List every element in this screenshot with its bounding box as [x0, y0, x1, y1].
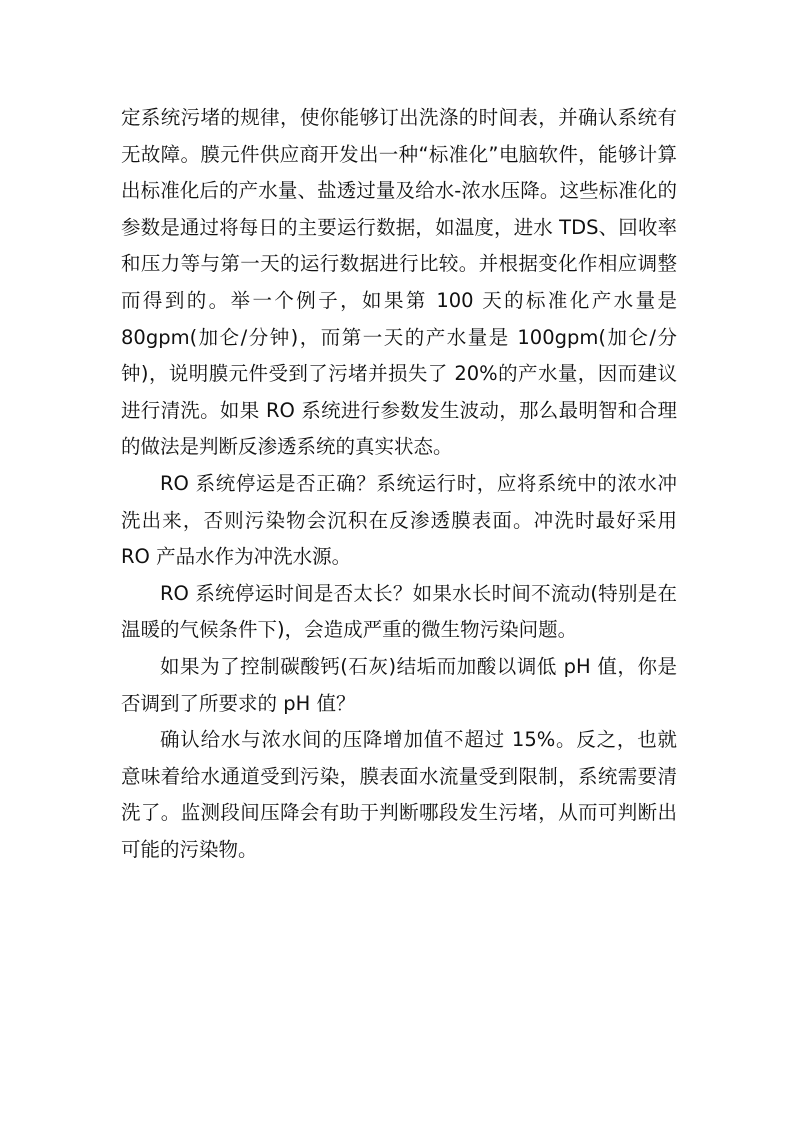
paragraph-pressure-drop: 确认给水与浓水间的压降增加值不超过 15%。反之，也就意味着给水通道受到污染，膜表面水流量受到限制，系统需要清洗了。监测段间压降会有助于判断哪段发生污堵，从而可判断出可能的污染物。	[121, 728, 677, 861]
document-body	[121, 100, 677, 868]
paragraph-ro-idle-time: RO 系统停运时间是否太长？如果水长时间不流动(特别是在温暖的气候条件下)，会造成严重的微生物污染问题。	[121, 581, 677, 642]
paragraph-ph-adjustment: 如果为了控制碳酸钙(石灰)结垢而加酸以调低 pH 值，你是否调到了所要求的 pH 值？	[121, 654, 677, 715]
paragraph-ro-shutdown: RO 系统停运是否正确？系统运行时，应将系统中的浓水冲洗出来，否则污染物会沉积在反渗透膜表面。冲洗时最好采用 RO 产品水作为冲洗水源。	[121, 471, 677, 569]
paragraph-continued: 定系统污堵的规律，使你能够订出洗涤的时间表，并确认系统有无故障。膜元件供应商开发出一种“标准化”电脑软件，能够计算出标准化后的产水量、盐透过量及给水-浓水压降。这些标准化的参数是通过将每日的主要运行数据，如温度，进水 TDS、回收率和压力等与第一天的运行数据进行比较。并根据变化作相应调整而得到的。举一个例子，如果第 100 天的标准化产水量是 80gpm(加仑/分钟)，而第一天的产水量是 100gpm(加仑/分钟)，说明膜元件受到了污堵并损失了 20%的产水量，因而建议进行清洗。如果 RO 系统进行参数发生波动，那么最明智和合理的做法是判断反渗透系统的真实状态。	[121, 106, 677, 459]
